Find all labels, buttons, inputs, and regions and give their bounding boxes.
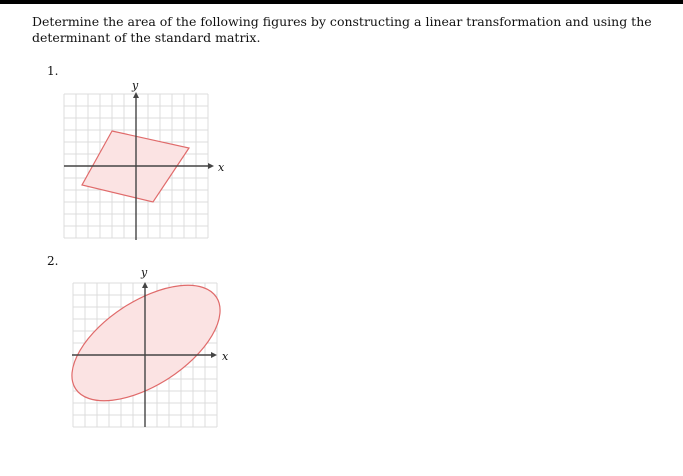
figure-2-ellipse [68, 264, 234, 430]
top-border-bar [0, 0, 683, 4]
x-axis-label-1: x [218, 161, 225, 174]
y-axis-label-1: y [132, 79, 139, 92]
figure-1-parallelogram [60, 78, 225, 244]
problem-number-1: 1. [47, 64, 59, 78]
problem-number-2: 2. [47, 254, 59, 268]
x-axis-arrow-1 [208, 163, 214, 169]
x-axis-arrow-2 [211, 352, 217, 358]
y-axis-label-2: y [141, 266, 148, 279]
problem-prompt: Determine the area of the following figures by constructing a linear transformation and using the determinant of the standard matrix. [32, 14, 652, 45]
x-axis-label-2: x [222, 350, 229, 363]
y-axis-arrow-1 [133, 92, 139, 98]
